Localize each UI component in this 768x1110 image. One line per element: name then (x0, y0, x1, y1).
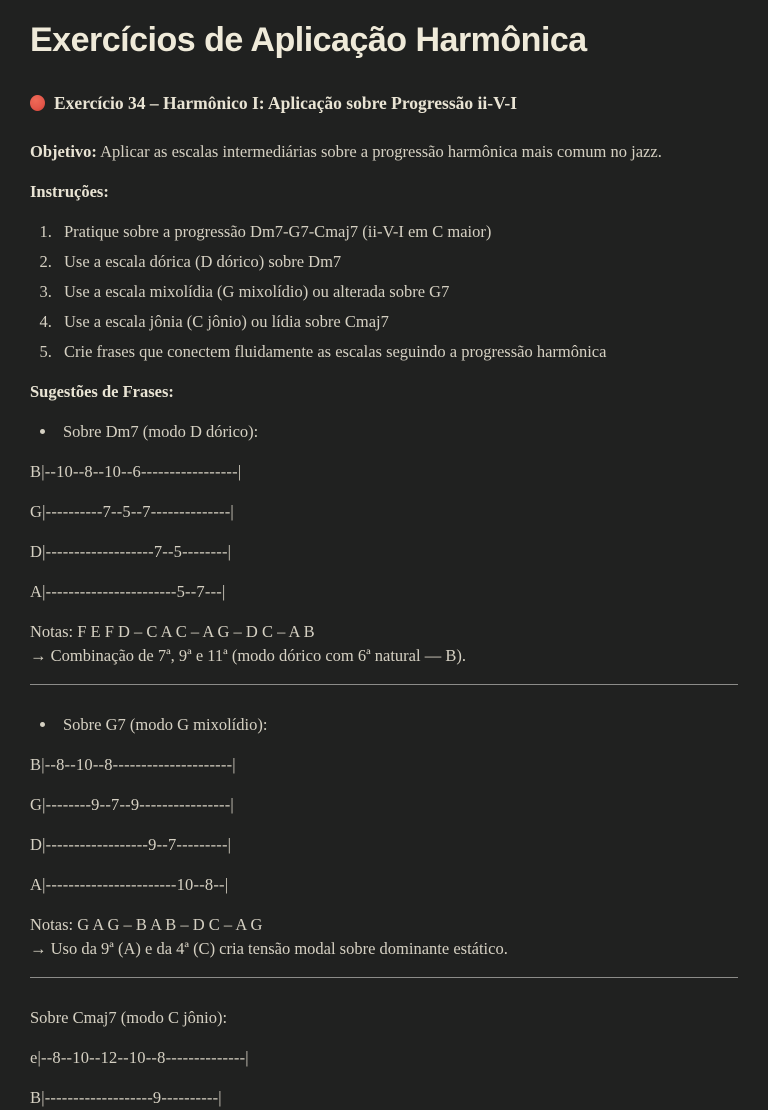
notes-paragraph (30, 913, 738, 961)
objective-label: Objetivo: (30, 142, 97, 161)
section-divider (30, 977, 738, 978)
instruction-item: 4. Use a escala jônia (C jônio) ou lídia sobre Cmaj7 (56, 310, 738, 334)
objective-paragraph (30, 140, 738, 164)
instruction-item: 2. Use a escala dórica (D dórico) sobre Dm7 (56, 250, 738, 274)
notes-paragraph (30, 620, 738, 668)
phrase-section-heading-cmaj7: Sobre Cmaj7 (modo C jônio): (30, 1008, 228, 1027)
notes-line: Notas: G A G – B A B – D C – A G (30, 915, 263, 934)
notes-line: Notas: F E F D – C A C – A G – D C – A B (30, 622, 315, 641)
red-circle-icon (30, 95, 45, 111)
analysis-line: → Combinação de 7ª, 9ª e 11ª (modo dórico com 6ª natural — B). (30, 646, 466, 665)
tab-line: A|-----------------------5--7---| (30, 582, 226, 601)
tab-line: D|-------------------7--5--------| (30, 542, 232, 561)
phrase-section-heading: • Sobre G7 (modo G mixolídio): (57, 713, 738, 737)
page-title: Exercícios de Aplicação Harmônica (30, 21, 587, 59)
instruction-item: 3. Use a escala mixolídia (G mixolídio) ou alterada sobre G7 (56, 280, 738, 304)
phrase-section-heading: • Sobre Dm7 (modo D dórico): (57, 420, 738, 444)
instructions-list (30, 220, 738, 364)
exercise-heading-text: Exercício 34 – Harmônico I: Aplicação sobre Progressão ii-V-I (54, 93, 518, 113)
objective-text: Aplicar as escalas intermediárias sobre a progressão harmônica mais comum no jazz. (100, 142, 662, 161)
analysis-line: → Uso da 9ª (A) e da 4ª (C) cria tensão modal sobre dominante estático. (30, 939, 508, 958)
exercise-heading (30, 92, 738, 114)
suggestions-label-paragraph (30, 380, 738, 404)
tab-line: D|------------------9--7---------| (30, 835, 232, 854)
instruction-item: 1. Pratique sobre a progressão Dm7-G7-Cmaj7 (ii-V-I em C maior) (56, 220, 738, 244)
instruction-item: 5. Crie frases que conectem fluidamente as escalas seguindo a progressão harmônica (56, 340, 738, 364)
tab-line: B|-------------------9----------| (30, 1088, 222, 1107)
instructions-label: Instruções: (30, 182, 109, 201)
tab-line: G|----------7--5--7--------------| (30, 502, 234, 521)
section-divider (30, 684, 738, 685)
tab-line: e|--8--10--12--10--8--------------| (30, 1048, 249, 1067)
instructions-label-paragraph (30, 180, 738, 204)
tab-line: B|--10--8--10--6-----------------| (30, 462, 242, 481)
suggestions-label: Sugestões de Frases: (30, 382, 174, 401)
phrase-section-dm7-heading-list (30, 420, 738, 444)
tab-line: G|--------9--7--9----------------| (30, 795, 234, 814)
phrase-section-g7-heading-list (30, 713, 738, 737)
tab-line: A|-----------------------10--8--| (30, 875, 229, 894)
tab-line: B|--8--10--8---------------------| (30, 755, 236, 774)
